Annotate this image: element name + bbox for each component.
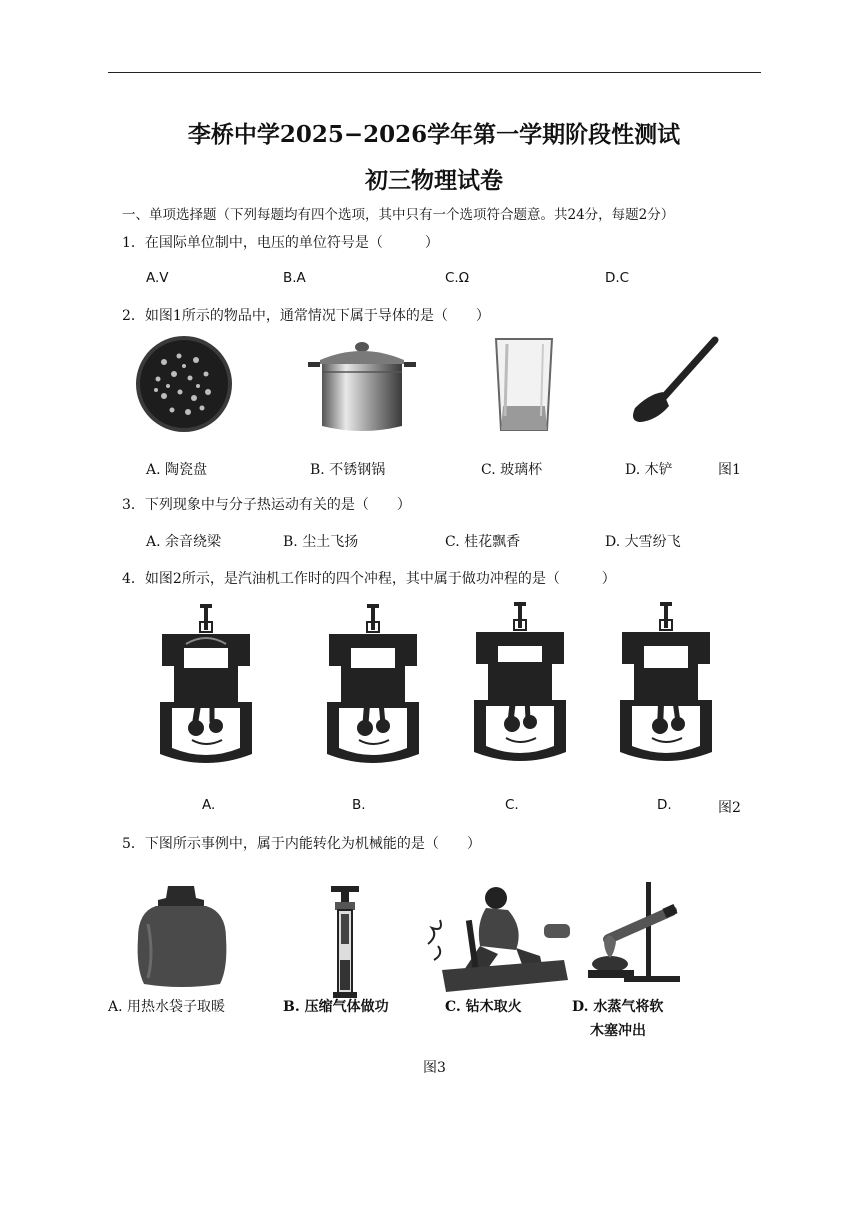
question-2-stem: 2．如图1所示的物品中，通常情况下属于导体的是（ ） bbox=[122, 308, 490, 324]
q4-option-c: C. bbox=[505, 797, 519, 813]
q1-option-a: A.V bbox=[146, 270, 169, 286]
steam-test-tube-image bbox=[580, 880, 684, 986]
q5-option-d-line2: 木塞冲出 bbox=[590, 1023, 646, 1039]
q2-option-b: B. 不锈钢锅 bbox=[310, 462, 386, 478]
glass-cup-image bbox=[493, 336, 555, 434]
engine-stroke-b-image bbox=[323, 604, 423, 766]
steel-pot-image bbox=[306, 338, 418, 436]
ceramic-plate-image bbox=[134, 334, 234, 434]
question-4-stem: 4．如图2所示，是汽油机工作时的四个冲程，其中属于做功冲程的是（ ） bbox=[122, 571, 616, 587]
figure-3-label: 图3 bbox=[423, 1060, 446, 1076]
q4-option-b: B. bbox=[352, 797, 366, 813]
fire-drill-person-image bbox=[424, 884, 576, 996]
hot-water-bag-image bbox=[134, 884, 229, 990]
header-rule bbox=[108, 72, 761, 73]
q5-option-d: D. 水蒸气将软 bbox=[572, 999, 664, 1015]
q1-option-b: B.A bbox=[283, 270, 306, 286]
q3-option-b: B. 尘土飞扬 bbox=[283, 534, 359, 550]
question-5-stem: 5．下图所示事例中，属于内能转化为机械能的是（ ） bbox=[122, 836, 481, 852]
q3-option-d: D. 大雪纷飞 bbox=[605, 534, 681, 550]
q1-option-c: C.Ω bbox=[445, 270, 470, 286]
q5-option-c: C. 钻木取火 bbox=[445, 999, 522, 1015]
figure-1-label: 图1 bbox=[718, 462, 741, 478]
q5-option-a: A. 用热水袋子取暖 bbox=[108, 999, 226, 1015]
q3-option-a: A. 余音绕梁 bbox=[146, 534, 222, 550]
section-heading: 一、单项选择题（下列每题均有四个选项，其中只有一个选项符合题意。共24分，每题2分） bbox=[122, 207, 675, 223]
question-1-stem: 1．在国际单位制中，电压的单位符号是（ ） bbox=[122, 235, 439, 251]
q2-option-d: D. 木铲 bbox=[625, 462, 673, 478]
q5-option-b: B. 压缩气体做功 bbox=[283, 999, 389, 1015]
engine-stroke-d-image bbox=[616, 602, 716, 764]
engine-stroke-c-image bbox=[470, 602, 570, 764]
q2-option-c: C. 玻璃杯 bbox=[481, 462, 543, 478]
air-compression-tube-image bbox=[327, 884, 363, 1000]
engine-stroke-a-image bbox=[156, 604, 256, 766]
question-3-stem: 3．下列现象中与分子热运动有关的是（ ） bbox=[122, 497, 411, 513]
exam-title: 李桥中学2025−2026学年第一学期阶段性测试 bbox=[187, 121, 681, 148]
q4-option-a: A. bbox=[202, 797, 216, 813]
exam-subtitle: 初三物理试卷 bbox=[365, 167, 503, 194]
q3-option-c: C. 桂花飘香 bbox=[445, 534, 521, 550]
figure-2-label: 图2 bbox=[718, 800, 741, 816]
wooden-spatula-image bbox=[627, 336, 722, 428]
q4-option-d: D. bbox=[657, 797, 672, 813]
q1-option-d: D.C bbox=[605, 270, 630, 286]
q2-option-a: A. 陶瓷盘 bbox=[146, 462, 208, 478]
